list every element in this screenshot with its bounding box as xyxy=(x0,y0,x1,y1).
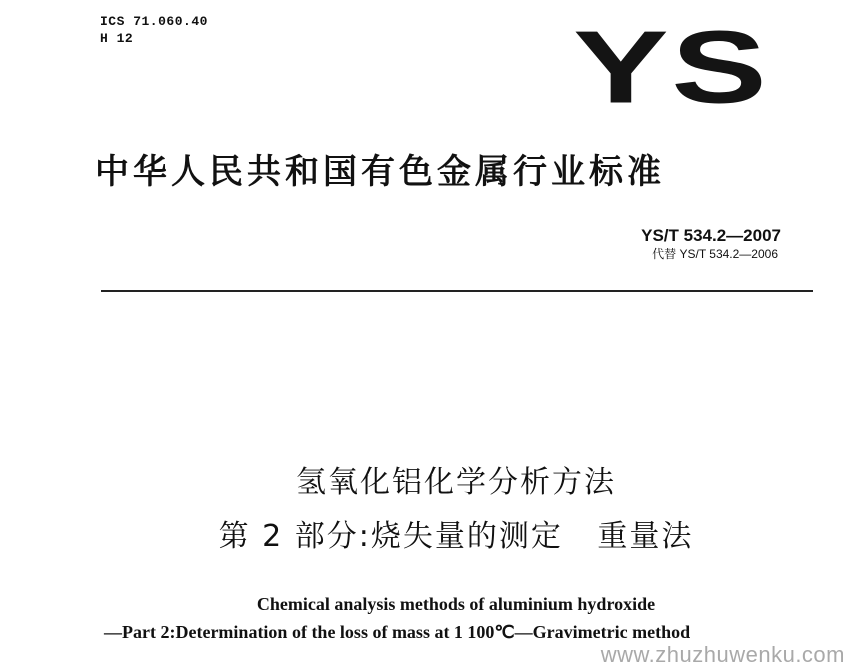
standard-title: 中华人民共和国有色金属行业标准 xyxy=(95,152,665,192)
horizontal-rule xyxy=(101,290,813,292)
ys-logo: YS xyxy=(572,9,769,125)
h-code: H 12 xyxy=(100,31,134,46)
watermark: www.zhuzhuwenku.com xyxy=(600,642,845,667)
chinese-title-line1: 氢氧化铝化学分析方法 xyxy=(296,465,616,500)
english-title-line1: Chemical analysis methods of aluminium hydroxide xyxy=(256,594,656,614)
chinese-title-line2: 第 2 部分:烧失量的测定 重量法 xyxy=(218,519,694,554)
ics-code: ICS 71.060.40 xyxy=(100,14,208,29)
standard-number: YS/T 534.2—2007 xyxy=(641,226,781,245)
replaces-standard: 代替 YS/T 534.2—2006 xyxy=(652,247,778,261)
english-title-line2: —Part 2:Determination of the loss of mass at 1 100℃—Gravimetric method xyxy=(104,622,691,642)
